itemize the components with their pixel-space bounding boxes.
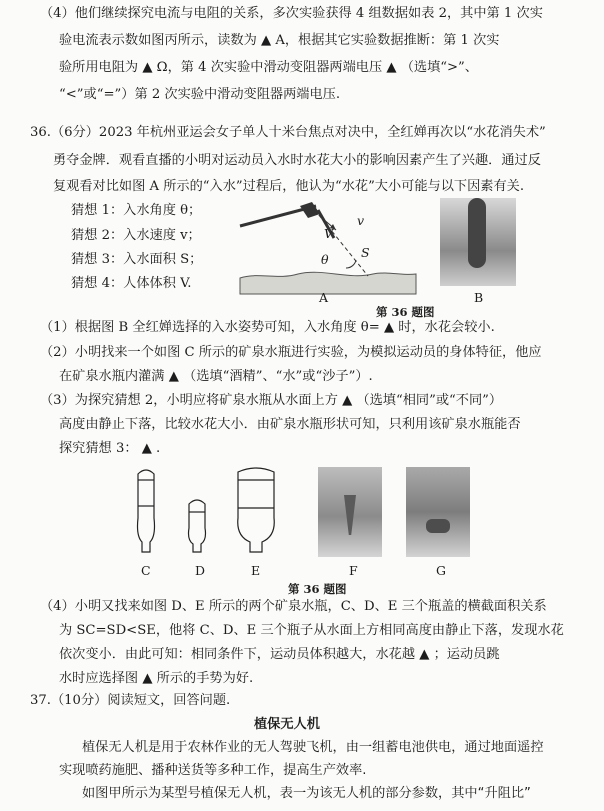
figure-a-diver-diagram — [238, 196, 418, 296]
q35-line-3: 验所用电阻为 ▲ Ω，第 4 次实验中滑动变阻器两端电压 ▲ （选填“>”、 — [59, 60, 478, 75]
q36-sub-4c: 依次变小．由此可知：相同条件下，运动员体积越大，水花越 ▲ ；运动员跳 — [59, 647, 500, 662]
figure-f-photo — [318, 467, 382, 557]
q36-sub-3b: 高度由静止下落，比较水花大小．由矿泉水瓶形状可知，只利用该矿泉水瓶能否 — [59, 417, 521, 432]
q36-sub-4d: 水时应选择图 ▲ 所示的手势为好. — [59, 671, 254, 686]
q36-sub-3a: （3）为探究猜想 2，小明应将矿泉水瓶从水面上方 ▲ （选填“相同”或“不同”） — [40, 393, 503, 408]
figure-c-caption-letter: C — [141, 563, 151, 578]
figure-e-caption-letter: E — [251, 563, 261, 578]
figure-caption-1: 第 36 题图 — [376, 305, 435, 319]
guess-2: 猜想 2：入水速度 v； — [71, 228, 201, 243]
figure-caption-2: 第 36 题图 — [288, 582, 347, 596]
q37-article-title: 植保无人机 — [254, 717, 320, 732]
q37-heading: 37.（10分）阅读短文，回答问题. — [30, 693, 231, 708]
figure-f-caption-letter: F — [349, 563, 358, 578]
q36-intro-1: 36.（6分）2023 年杭州亚运会女子单人十米台焦点对决中，全红婵再次以“水花消失术” — [30, 125, 546, 140]
guess-4: 猜想 4：人体体积 V. — [71, 276, 192, 291]
figure-d-caption-letter: D — [195, 563, 206, 578]
figure-bottles-cde — [126, 466, 296, 560]
figure-b-caption-letter: B — [474, 290, 484, 305]
q36-sub-4a: （4）小明又找来如图 D、E 所示的两个矿泉水瓶，C、D、E 三个瓶盖的横截面积关系 — [40, 599, 547, 614]
guess-1: 猜想 1：入水角度 θ； — [71, 203, 202, 218]
guess-3: 猜想 3：入水面积 S； — [71, 252, 203, 267]
q36-intro-3: 复观看对比如图 A 所示的“入水”过程后，他认为“水花”大小可能与以下因素有关. — [53, 179, 525, 194]
q35-line-1: （4）他们继续探究电流与电阻的关系，多次实验获得 4 组数据如表 2，其中第 1 次实 — [40, 6, 543, 21]
q37-para-2: 实现喷药施肥、播种送货等多种工作，提高生产效率. — [59, 763, 367, 778]
q36-sub-3c: 探究猜想 3： ▲ . — [59, 441, 161, 456]
figure-a-label-S: S — [361, 245, 370, 260]
q36-sub-4b: 为 SC=SD<SE，他将 C、D、E 三个瓶子从水面上方相同高度由静止下落，发现水花 — [59, 623, 564, 638]
q37-para-1: 植保无人机是用于农林作业的无人驾驶飞机，由一组蓄电池供电，通过地面遥控 — [82, 740, 544, 755]
figure-b-photo — [440, 198, 516, 286]
figure-g-caption-letter: G — [436, 563, 446, 578]
q36-sub-1: （1）根据图 B 全红婵选择的入水姿势可知，入水角度 θ= ▲ 时，水花会较小. — [40, 320, 495, 335]
q36-sub-2b: 在矿泉水瓶内灌满 ▲ （选填“酒精”、“水”或“沙子”）. — [59, 369, 373, 384]
q36-intro-2: 勇夺金牌．观看直播的小明对运动员入水时水花大小的影响因素产生了兴趣．通过反 — [53, 153, 541, 168]
q35-line-2: 验电流表示数如图丙所示，读数为 ▲ A，根据其它实验数据推断：第 1 次实 — [59, 33, 500, 48]
figure-a-label-v: v — [357, 213, 365, 228]
figure-a-label-theta: θ — [321, 252, 329, 267]
q35-line-4: “<”或“=”）第 2 次实验中滑动变阻器两端电压. — [59, 87, 341, 102]
figure-a-label-V: V — [324, 226, 334, 241]
q37-para-3: 如图甲所示为某型号植保无人机，表一为该无人机的部分参数，其中“升阻比” — [82, 786, 531, 801]
figure-a-caption-letter: A — [319, 290, 329, 305]
figure-g-photo — [406, 467, 470, 557]
q36-sub-2a: （2）小明找来一个如图 C 所示的矿泉水瓶进行实验，为模拟运动员的身体特征，他应 — [40, 345, 542, 360]
